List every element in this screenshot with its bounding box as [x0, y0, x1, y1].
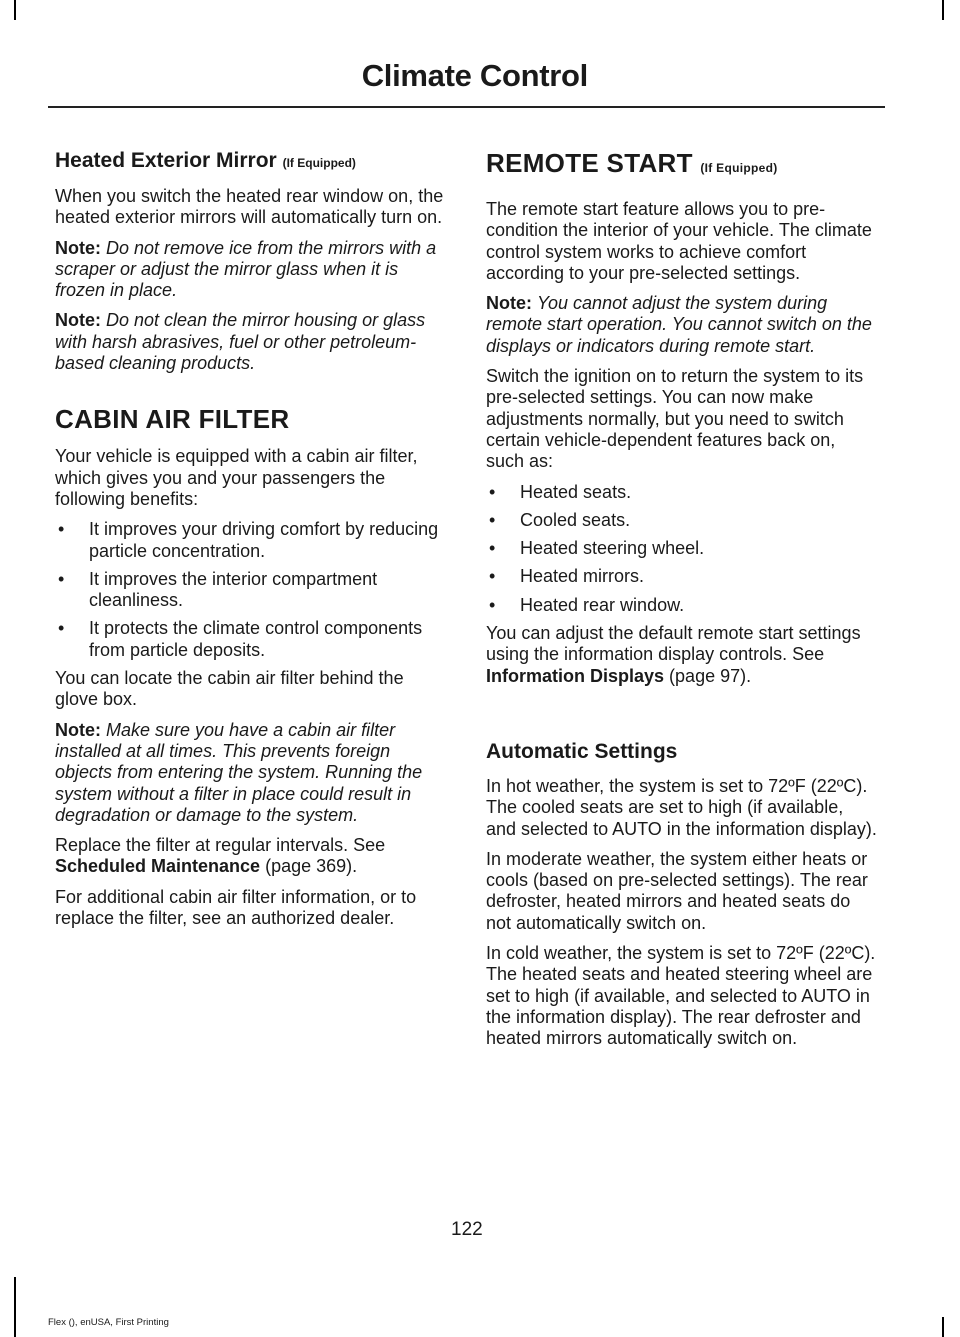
replace-text: Replace the filter at regular intervals. See Scheduled Maintenance (page 369). — [55, 835, 386, 877]
crop-mark-top-right — [942, 0, 944, 20]
automatic-settings-heading: Automatic Settings — [486, 740, 678, 763]
list-item: • It protects the climate control components from particle deposits. — [58, 618, 423, 660]
cabin-air-filter-heading: CABIN AIR FILTER — [55, 404, 290, 435]
remote-intro: The remote start feature allows you to pre-condition the interior of your vehicle. The climate control system works to achieve comfort according to your pre-selected settings. — [486, 199, 872, 283]
note-mirror-ice: Note: Do not remove ice from the mirrors with a scraper or adjust the mirror glass when it is frozen in place. — [55, 237, 437, 301]
note-remote-start: Note: You cannot adjust the system during remote start operation. You cannot switch on the displays or indicators during remote start. — [486, 293, 872, 356]
hot-weather-text: In hot weather, the system is set to 72ºF (22ºC). The cooled seats are set to high (if available, and selected to AUTO in the information display). — [486, 776, 877, 839]
page-title: Climate Control — [361, 58, 588, 93]
list-item: • Heated steering wheel. — [489, 538, 705, 559]
list-item: • It improves your driving comfort by reducing particle concentration. — [58, 519, 439, 561]
footer-edition: Flex (), enUSA, First Printing — [48, 1317, 169, 1328]
additional-info-text: For additional cabin air filter information, or to replace the filter, see an authorized dealer. — [55, 886, 417, 929]
crop-mark-top-left — [14, 0, 16, 20]
mirror-heading: Heated Exterior Mirror (If Equipped) — [55, 149, 356, 172]
list-item: • It improves the interior compartment cleanliness. — [58, 568, 378, 611]
mirror-body: When you switch the heated rear window on, the heated exterior mirrors will automatically turn on. — [55, 186, 444, 228]
right-column — [486, 148, 878, 696]
right-column-lower — [486, 739, 878, 1059]
list-item: • Heated mirrors. — [489, 566, 645, 587]
header-divider — [48, 106, 885, 108]
default-settings-text: You can adjust the default remote start settings using the information display controls. See Information Displays (page 97). — [486, 623, 861, 686]
page-number: 122 — [451, 1219, 483, 1240]
list-item: • Heated seats. — [489, 481, 632, 502]
information-displays-link[interactable]: Information Displays — [486, 665, 665, 686]
left-column — [55, 148, 447, 938]
crop-mark-bottom-right — [942, 1317, 944, 1337]
crop-mark-bottom-left — [14, 1277, 16, 1337]
cold-weather-text: In cold weather, the system is set to 72ºF (22ºC). The heated seats and heated steering wheel are set to high (if available, and selected to AUTO in the information display). The rear defroster and heated mirrors automatically switch on. — [486, 943, 876, 1049]
list-item: • Cooled seats. — [489, 509, 631, 530]
cabin-intro: Your vehicle is equipped with a cabin air filter, which gives you and your passengers the following benefits: — [55, 446, 418, 509]
benefits-list — [55, 519, 447, 661]
locate-text: You can locate the cabin air filter behind the glove box. — [55, 668, 404, 710]
remote-start-heading: REMOTE START (If Equipped) — [486, 148, 778, 178]
if-equipped-label: (If Equipped) — [282, 156, 356, 170]
if-equipped-label: (If Equipped) — [700, 161, 778, 175]
moderate-weather-text: In moderate weather, the system either heats or cools (based on pre-selected settings). The rear defroster, heated mirrors and heated seats do not automatically switch on. — [486, 848, 868, 933]
note-filter-installed: Note: Make sure you have a cabin air filter installed at all times. This prevents foreign objects from entering the system. Running the system without a filter in place could result in degradation or damage to the system. — [55, 719, 423, 825]
features-list — [486, 482, 878, 616]
list-item: • Heated rear window. — [489, 594, 685, 615]
ignition-text: Switch the ignition on to return the system to its pre-selected settings. You can now make adjustments normally, but you need to switch certain vehicle-dependent features back on, such as: — [486, 366, 864, 472]
note-mirror-clean: Note: Do not clean the mirror housing or glass with harsh abrasives, fuel or other petroleum-based cleaning products. — [55, 310, 426, 374]
scheduled-maintenance-link[interactable]: Scheduled Maintenance — [55, 856, 261, 877]
